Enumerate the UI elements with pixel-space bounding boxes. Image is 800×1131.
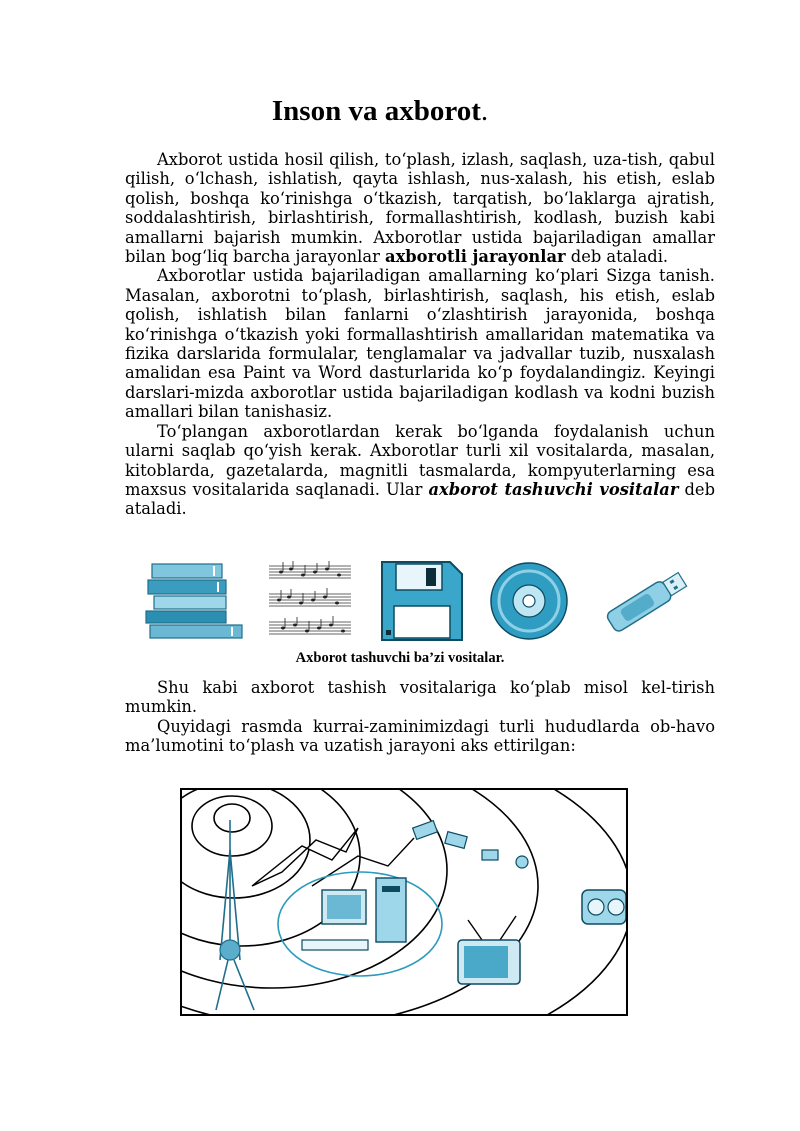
- paragraph-1: Axborot ustida hosil qilish, to‘plash, izlash, saqlash, uza-tish, qabul qilish, o‘lchash, ishlatish, qayta ishlash, nus-xalash, his etish, eslab qolish, boshqa ko‘rinishga o‘tkazish, tarqatish, bo‘laklarga ajratish, soddalashtirish, birlashtirish, formallashtirish, kodlash, buzish kabi amallarni bajarish mumkin. Axborotlar ustida bajariladigan amallar bilan bog‘liq barcha jarayonlar axborotli jarayonlar deb ataladi.: [125, 150, 715, 267]
- floppy-disk-icon: [380, 560, 464, 642]
- transmission-diagram: [182, 790, 626, 1014]
- page-title: Inson va axborot.: [271, 95, 489, 128]
- sheet-music-icon: [265, 560, 355, 640]
- illustration-caption: Axborot tashuvchi ba’zi vositalar.: [295, 650, 505, 666]
- paragraph-3: To‘plangan axborotlardan kerak bo‘lganda foydalanish uchun ularni saqlab qo‘yish kerak. Axborotlar turli xil vositalarda, masalan, kitoblarda, gazetalarda, magnitli tasmalarda, kompyuterlarning esa maxsus vositalarida saqlanadi. Ular axborot tashuvchi vositalar deb ataladi.: [125, 421, 715, 519]
- paragraph-5: Quyidagi rasmda kurrai-zaminimizdagi turli hududlarda ob-havo ma’lumotini to‘plash va uzatish jarayoni aks ettirilgan:: [125, 716, 715, 756]
- usb-flash-drive-icon: [594, 560, 694, 642]
- information-carriers-illustration: [140, 560, 700, 644]
- weather-data-transmission-figure: [180, 788, 628, 1016]
- cd-disc-icon: [488, 560, 570, 642]
- text-block-2: [125, 678, 715, 756]
- term-informational-processes: axborotli jarayonlar: [385, 247, 566, 267]
- term-information-carriers: axborot tashuvchi vositalar: [428, 479, 679, 499]
- books-icon: [144, 560, 244, 640]
- paragraph-2: Axborotlar ustida bajariladigan amallarning ko‘plari Sizga tanish. Masalan, axborotni to‘plash, birlashtirish, saqlash, his etish, eslab qolish, ishlatish bilan fanlarni o‘zlashtirish jarayonida, boshqa ko‘rinishga o‘tkazish yoki formallashtirish amallaridan matematika va fizika darslarida formulalar, tenglamalar va jadvallar tuzib, nusxalash amalidan esa Paint va Word dasturlarida ko‘p foydalandingiz. Keyingi darslari-mizda axborotlar ustida bajariladigan kodlash va kodni buzish amallari bilan tanishasiz.: [125, 266, 715, 422]
- text-block-1: [125, 150, 715, 519]
- paragraph-4: Shu kabi axborot tashish vositalariga ko‘plab misol kel-tirish mumkin.: [125, 678, 715, 717]
